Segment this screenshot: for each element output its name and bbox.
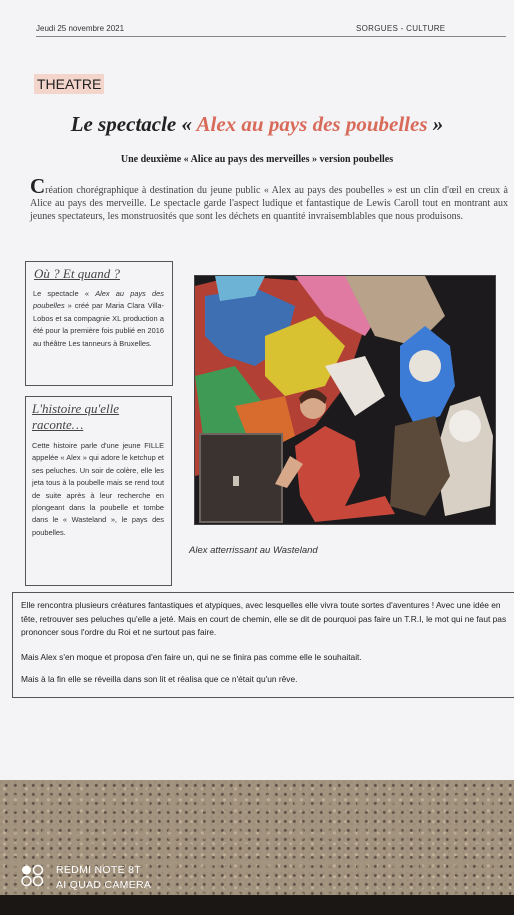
intro-paragraph	[30, 174, 508, 223]
watermark-line-1: REDMI NOTE 8T	[56, 864, 141, 876]
stage-photo	[194, 275, 496, 525]
title-prefix: Le spectacle «	[70, 112, 193, 136]
article-title	[0, 112, 514, 137]
stage-photo-illustration	[195, 276, 495, 524]
header-section: SORGUES - CULTURE	[356, 24, 446, 33]
where-when-box	[25, 261, 173, 386]
story-paragraph-1: Elle rencontra plusieurs créatures fantastiques et atypiques, avec lesquelles elle vivra toute sortes d'aventures ! Avec une idée en tête, retrouver ses peluches qu'elle a jeté. Mais en court de chemin, elle se dit de pourquoi pas faire un T.R.I, le mot qui ne faut pas prononcer sous l'ordre du Roi et ne surtout pas faire.	[21, 600, 507, 638]
story-paragraph-3: Mais à la fin elle se réveilla dans son lit et réalisa que ce n'était qu'un rêve.	[21, 674, 298, 684]
intro-text: réation chorégraphique à destination du jeune public « Alex au pays des poubelles » est un clin d'œil en creux à Alice au pays des merveille. Le spectacle garde l'aspect ludique et fantastique de Lewis Caroll tout en montrant aux jeunes spectateurs, les monstruosités que sont les déchets en quantité invraisemblables que nous produisons.	[30, 185, 508, 222]
camera-lens-icon	[20, 864, 46, 888]
where-text-italic: Alex au pays des poubelles	[33, 289, 164, 311]
title-suffix: »	[432, 112, 444, 136]
where-when-text	[33, 288, 164, 350]
story-section	[12, 592, 514, 698]
article-subtitle: Une deuxième « Alice au pays des merveilles » version poubelles	[120, 154, 394, 165]
story-box-heading: L'histoire qu'elle raconte…	[32, 401, 120, 432]
drop-cap: C	[30, 174, 46, 198]
bottom-shadow	[0, 895, 514, 915]
watermark-line-2: AI QUAD CAMERA	[56, 879, 152, 891]
camera-watermark	[56, 863, 151, 893]
category-badge: THEATRE	[34, 74, 104, 94]
where-when-heading: Où ? Et quand ?	[34, 266, 120, 281]
title-highlight: Alex au pays des poubelles	[196, 112, 428, 136]
story-box-text: Cette histoire parle d'une jeune FILLE appelée « Alex » qui adore le ketchup et ses peluches. Un soir de colère, elle les jeta tous à la poubelle mais se rend tout de suite après à leur recherche en plongeant dans la poubelle et tombe dans le « Wasteland », le pays des poubelles.	[32, 441, 164, 537]
where-text-after: » créé par Maria Clara Villa-Lobos et sa compagnie XL production a été pour la première fois publié en 2016 au théâtre Les tanneurs à Bruxelles.	[33, 301, 165, 348]
photo-caption: Alex atterrissant au Wasteland	[189, 545, 318, 556]
page-header	[36, 24, 506, 37]
story-box	[25, 396, 172, 586]
story-paragraph-2: Mais Alex s'en moque et proposa d'en faire un, qui ne se finira pas comme elle le souhaitait.	[21, 652, 362, 662]
header-date: Jeudi 25 novembre 2021	[36, 24, 125, 33]
where-text-before: Le spectacle «	[33, 289, 89, 298]
